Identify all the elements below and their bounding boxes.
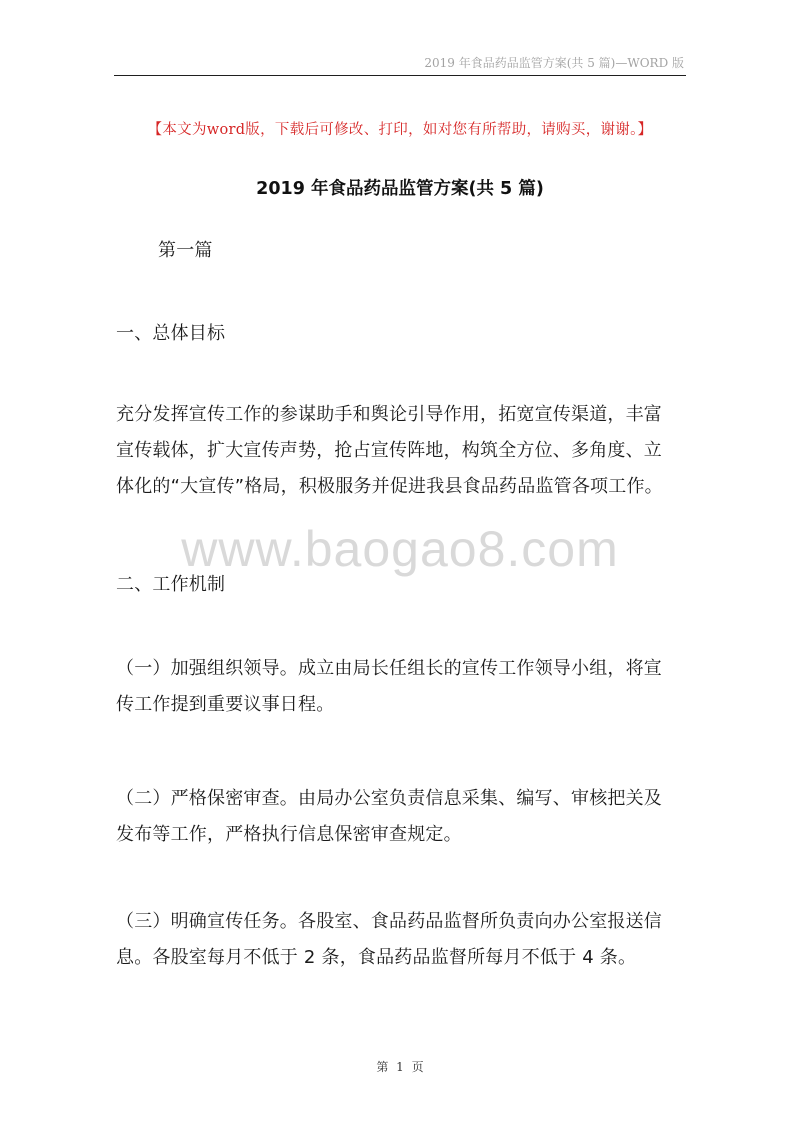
mechanism-item-1 [116, 651, 662, 723]
document-title: 2019 年食品药品监管方案(共 5 篇) [256, 179, 544, 199]
paragraph-line: 充分发挥宣传工作的参谋助手和舆论引导作用，拓宽宣传渠道，丰富 [116, 404, 662, 425]
paragraph-line: 息。各股室每月不低于 2 条，食品药品监督所每月不低于 4 条。 [116, 947, 637, 968]
paragraph-line: 体化的“大宣传”格局，积极服务并促进我县食品药品监管各项工作。 [116, 476, 663, 497]
mechanism-item-2 [116, 781, 662, 853]
chapter-heading: 第一篇 [158, 240, 213, 261]
paragraph-line: （一）加强组织领导。成立由局长任组长的宣传工作领导小组，将宣 [116, 658, 662, 679]
watermark: www.baogao8.com [181, 521, 619, 577]
paragraph-line: （三）明确宣传任务。各股室、食品药品监督所负责向办公室报送信 [116, 911, 662, 932]
goal-paragraph [116, 397, 663, 505]
paragraph-line: 发布等工作，严格执行信息保密审查规定。 [116, 824, 462, 845]
purchase-notice: 【本文为word版，下载后可修改、打印，如对您有所帮助，请购买，谢谢。】 [147, 122, 653, 138]
header-divider [114, 75, 686, 76]
mechanism-item-3 [116, 904, 662, 976]
section-heading-mechanism: 二、工作机制 [116, 574, 226, 595]
paragraph-line: 传工作提到重要议事日程。 [116, 694, 335, 715]
paragraph-line: （二）严格保密审查。由局办公室负责信息采集、编写、审核把关及 [116, 788, 662, 809]
section-heading-goal: 一、总体目标 [116, 323, 226, 344]
running-header: 2019 年食品药品监管方案(共 5 篇)—WORD 版 [424, 56, 684, 70]
page-number: 第 1 页 [376, 1060, 424, 1074]
paragraph-line: 宣传载体，扩大宣传声势，抢占宣传阵地，构筑全方位、多角度、立 [116, 440, 662, 461]
